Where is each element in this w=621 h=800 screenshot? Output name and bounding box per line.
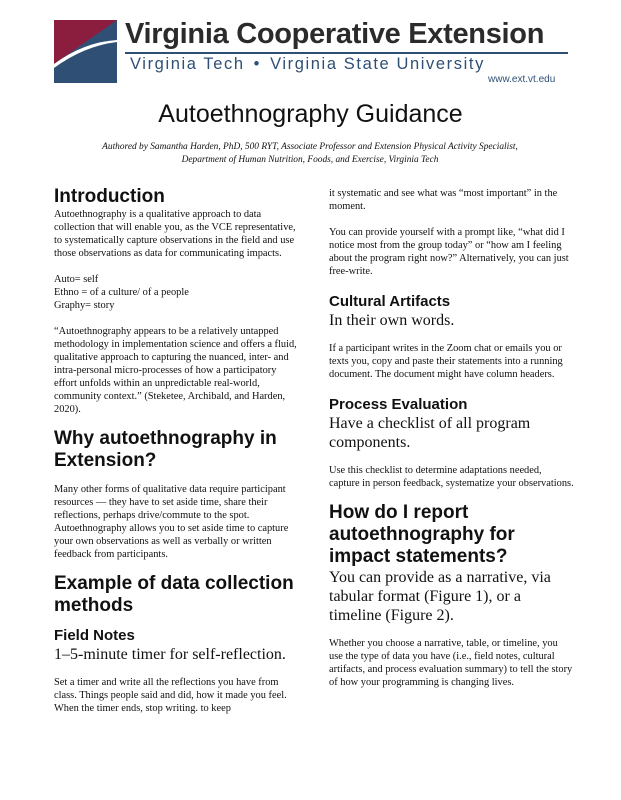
report-lead: You can provide as a narrative, via tabular format (Figure 1), or a timeline (Figure 2). xyxy=(329,569,551,624)
byline-line-1: Authored by Samantha Harden, PhD, 500 RYT, Associate Professor and Extension Physical Activity Specialist, xyxy=(102,142,518,152)
report-heading: How do I report autoethnography for impact statements? xyxy=(329,502,515,567)
definition-auto: Auto= self xyxy=(54,274,99,285)
definition-ethno: Ethno = of a culture/ of a people xyxy=(54,287,189,298)
field-notes-heading: Field Notes xyxy=(54,627,135,644)
why-heading: Why autoethnography in Extension? xyxy=(54,428,277,471)
left-column xyxy=(54,186,300,715)
process-evaluation-paragraph: Use this checklist to determine adaptations needed, capture in person feedback, systematize your observations. xyxy=(329,465,574,489)
right-column xyxy=(329,187,574,689)
cultural-artifacts-lead: In their own words. xyxy=(329,312,455,329)
field-notes-continued: it systematic and see what was “most important” in the moment. xyxy=(329,188,558,212)
process-evaluation-lead: Have a checklist of all program components. xyxy=(329,415,531,451)
brand-sub-separator: • xyxy=(253,55,262,73)
byline xyxy=(60,141,560,167)
brand-rule xyxy=(125,52,568,54)
introduction-heading: Introduction xyxy=(54,186,165,207)
example-heading: Example of data collection methods xyxy=(54,573,294,616)
brand-url: www.ext.vt.edu xyxy=(488,74,556,85)
brand-sub-right: Virginia State University xyxy=(270,55,485,73)
report-paragraph: Whether you choose a narrative, table, or timeline, you use the type of data you have (i.e., field notes, cultural artifacts, and process evaluation summary) to tell the story of how your programming is changing lives. xyxy=(329,638,573,688)
introduction-quote: “Autoethnography appears to be a relatively untapped methodology in implementation science and offers a fluid, qualitative approach to capturing the nuanced, inter- and intra-personal micro-processes of how a participatory effort unfolds within an unpredictable real-world, community context.” (Steketee, Archibald, and Harden, 2020). xyxy=(54,326,297,415)
byline-line-2: Department of Human Nutrition, Foods, and Exercise, Virginia Tech xyxy=(181,155,439,165)
field-notes-lead: 1–5-minute timer for self-reflection. xyxy=(54,646,286,663)
why-paragraph: Many other forms of qualitative data require participant resources — they have to set aside time, share their reflections, perhaps drive/commute to the spot. Autoethnography allows you to set aside time to capture your own observations as well as verbally or written feedback from participants. xyxy=(54,484,289,560)
cultural-artifacts-heading: Cultural Artifacts xyxy=(329,293,451,310)
field-notes-paragraph: Set a timer and write all the reflections you have from class. Things people said and did, how it made you feel. When the timer ends, stop writing. to keep xyxy=(54,677,287,714)
prompt-paragraph: You can provide yourself with a prompt like, “what did I notice most from the group today” or “how am I feeling about the program right now?” Alternatively, you can just free-write. xyxy=(329,227,569,277)
introduction-paragraph: Autoethnography is a qualitative approach to data collection that will enable you, as the VCE representative, to systematically capture observations in the field and use those observations as data for communicating impacts. xyxy=(54,209,296,259)
document-title: Autoethnography Guidance xyxy=(158,100,463,128)
cultural-artifacts-paragraph: If a participant writes in the Zoom chat or emails you or texts you, copy and paste their statements into a running document. The document might have column headers. xyxy=(329,343,563,380)
process-evaluation-heading: Process Evaluation xyxy=(329,396,468,413)
brand-title: Virginia Cooperative Extension xyxy=(125,18,545,50)
brand-subtitle xyxy=(130,55,485,74)
vce-logo-mark xyxy=(54,20,117,83)
brand-sub-left: Virginia Tech xyxy=(130,55,245,73)
definition-graphy: Graphy= story xyxy=(54,300,115,311)
